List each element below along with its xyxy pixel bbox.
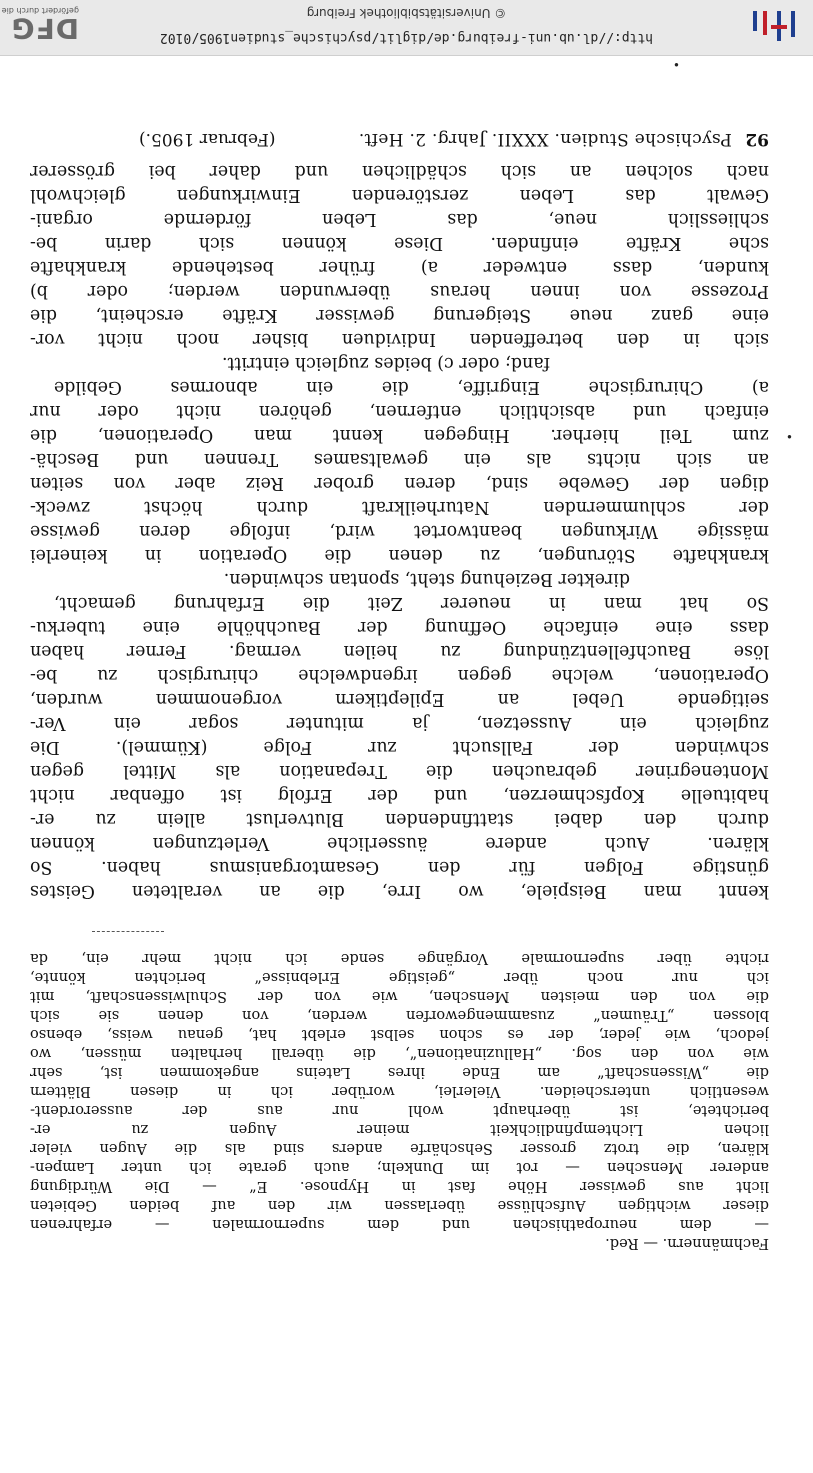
note-line: dieser wichtigen Aufschlüsse überlassen wir den auf beiden Gebieten: [30, 1197, 769, 1214]
text-line: sich in den betreffenden Individuen bisher noch nicht vor-: [30, 329, 769, 349]
text-line: der schlummernden Naturheilkraft durch höchst zweck-: [30, 497, 769, 517]
text-line: fand; oder c) beides zugleich eintritt.: [222, 353, 550, 373]
text-line: schliesslich neue, das Leben fördernde organi-: [30, 209, 769, 229]
text-line: löse Bauchfellentzündung zu heilen vermag. Ferner haben: [30, 641, 769, 661]
note-line: wesentlich unterscheiden. Vielerlei, worüber ich in diesen Blättern: [30, 1083, 769, 1100]
text-line: a) Chirurgische Eingriffe, die ein abnormes Gebilde: [54, 377, 769, 397]
note-line: anderer Menschen — rot im Dunkeln; auch gerate ich unter Lampen-: [30, 1159, 769, 1176]
journal-title: Psychische Studien. XXXII. Jahrg. 2. Heft.: [358, 129, 732, 149]
text-line: mässige Wirkungen beantwortet wird, infolge deren gewisse: [30, 521, 769, 541]
text-line: einfach und absichtlich entfernen, gehören nicht oder nur: [30, 401, 769, 421]
text-line: zugleich ein Aussetzen, ja mitunter sogar ein Ver-: [30, 713, 769, 733]
page-number: 92: [745, 129, 769, 149]
dfg-logo: [0, 3, 83, 49]
note-line: lichen Lichtempfindlichkeit meiner Augen zu er-: [30, 1121, 769, 1138]
text-line: krankhafte Störungen, zu denen die Operation in keinerlei: [30, 545, 769, 565]
text-line: zum Teil hierher. Hingegen kennt man Operationen, die: [30, 425, 769, 445]
text-line: Montenegriner gebrauchen die Trepanation als Mittel gegen: [30, 761, 769, 781]
issue-date: (Februar 1905.): [139, 129, 276, 149]
separator-rule: [92, 930, 164, 932]
dfg-logo-text: DFG: [10, 12, 79, 45]
text-line: klären. Auch andere äusserliche Verletzungen können: [30, 833, 769, 853]
text-line: durch den dabei stattfindenden Blutverlust allein zu er-: [30, 809, 769, 829]
source-url[interactable]: http://dl.ub.uni-freiburg.de/diglit/psychische_studien1905/0102: [159, 30, 654, 45]
text-line: Gewalt das Leben zerstörenden Einwirkungen gleichwohl: [30, 185, 769, 205]
note-line: Fachmännern. — Red.: [605, 1235, 769, 1252]
copyright-notice: © Universitätsbibliothek Freiburg: [306, 6, 507, 20]
digitization-banner: [0, 0, 813, 56]
note-line: wie von den sog. „Halluzinationen“, die überall herhalten müssen, wo: [30, 1045, 769, 1062]
text-line: nach solchen an sich schädlichen und daher bei grösserer: [30, 161, 769, 181]
note-line: ich nur noch über „geistige Erlebnisse“ berichten könnte,: [30, 969, 769, 986]
note-line: klären, die trotz grosser Sehschärfe anders sind als die Augen vieler: [30, 1140, 769, 1157]
page-header: [139, 125, 769, 149]
text-line: Prozesse von innen heraus überwunden werden; oder b): [30, 281, 769, 301]
text-line: dass eine einfache Oeffnung der Bauchhöhle eine tuberku-: [30, 617, 769, 637]
scan-speck: •: [672, 57, 680, 71]
scan-speck: •: [785, 429, 793, 443]
text-line: kunden, dass entweder a) früher bestehende krankhafte: [30, 257, 769, 277]
text-line: kennt man Beispiele, wo Irre, die an veralteten Geistes: [30, 881, 769, 901]
note-line: die „Wissenschaft“ am Ende ihres Lateins angekommen ist, sehr: [30, 1064, 769, 1081]
text-line: schwinden der Fallsucht zur Folge (Kümmel). Die: [30, 737, 769, 757]
note-line: berichtete, ist überhaupt wohl nur aus der ausserordent-: [30, 1102, 769, 1119]
note-line: licht aus gewisser Höhe fast in Hypnose. E“ — Die Würdigung: [30, 1178, 769, 1195]
text-line: habituelle Kopfschmerzen, und der Erfolg ist offenbar nicht: [30, 785, 769, 805]
university-library-logo-icon: [745, 7, 803, 47]
note-line: — dem neuropathischen und dem supernormalen — erfahrenen: [30, 1216, 769, 1233]
note-line: richte über supernormale Vorgänge sende ich nicht mehr ein, da: [30, 950, 769, 967]
note-line: blossen „Träumen“ zusammengeworfen werden, von denen sie sich: [30, 1007, 769, 1024]
text-line: digen der Gewebe sind, deren grober Reiz aber von seiten: [30, 473, 769, 493]
text-line: seitigende Uebel an Epileptikern vorgenommen wurden,: [30, 689, 769, 709]
text-line: Operationen, welche gegen irgendwelche chirurgisch zu be-: [30, 665, 769, 685]
text-line: So hat man in neuerer Zeit die Erfahrung gemacht,: [54, 593, 769, 613]
note-line: jedoch, wie jeder, der es schon selbst erlebt hat, genau weiss, ebenso: [30, 1026, 769, 1043]
note-line: die von den meisten Menschen, wie von der Schulwissenschaft, mit: [30, 988, 769, 1005]
text-line: günstige Folgen für den Gesamtorganismus haben. So: [30, 857, 769, 877]
dfg-sub-text: gefördert durch die: [1, 6, 79, 15]
text-line: an sich nichts als ein gewaltsames Trennen und Beschä-: [30, 449, 769, 469]
text-line: sche Kräfte einfinden. Diese können sich darin be-: [30, 233, 769, 253]
text-line: eine ganz neue Steigerung gewisser Kräfte erscheint, die: [30, 305, 769, 325]
text-line: direkter Beziehung steht, spontan schwinden.: [223, 569, 630, 589]
